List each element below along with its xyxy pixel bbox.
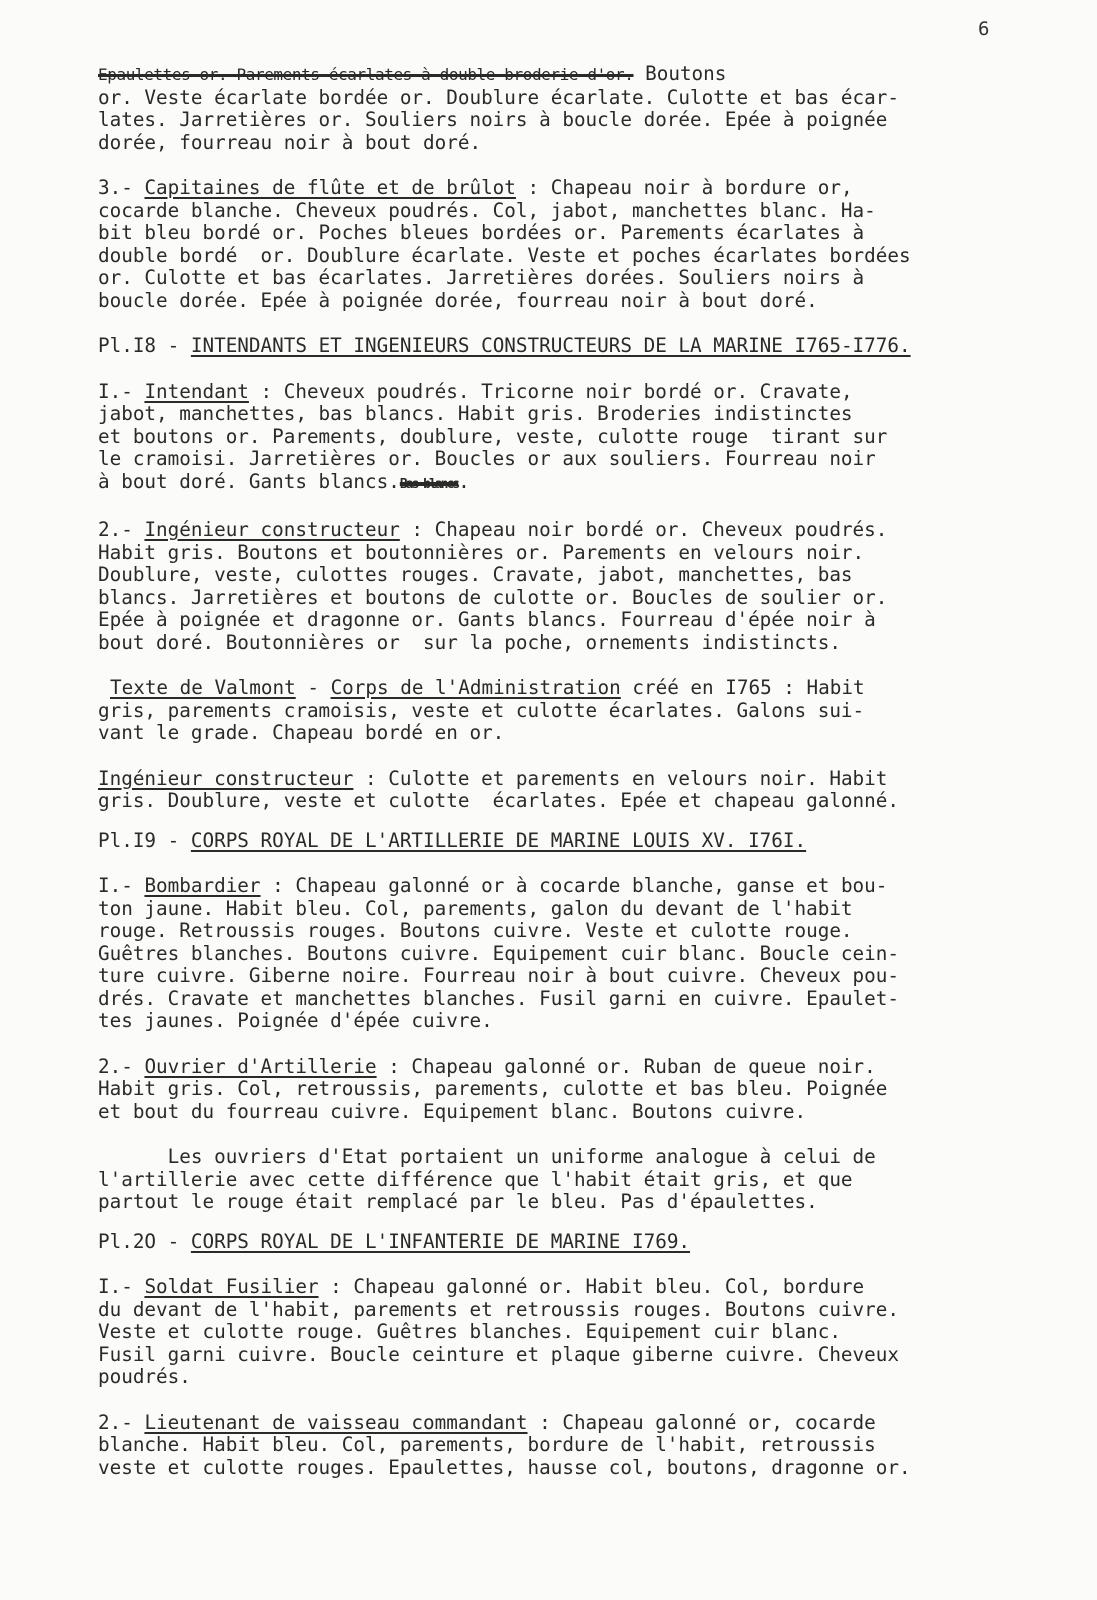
plate-heading-18: Pl.I8 - INTENDANTS ET INGENIEURS CONSTRUCTEURS DE LA MARINE I765-I776. [98,334,911,357]
entry-title: Soldat Fusilier [144,1275,319,1298]
entry-soldat-fusilier: I.- Soldat Fusilier : Chapeau galonné or. Habit bleu. Col, bordure du devant de l'habit, parements et retroussis rouges. Boutons cuivre. Veste et culotte rouge. Guêtres blanches. Equipement cuir blanc. Fusil garni cuivre. Boucle ceinture et plaque giberne cuivre. Cheveux poudrés. [98,1275,899,1388]
entry-title: Ouvrier d'Artillerie [144,1054,377,1078]
document-body [98,63,1083,1479]
entry-ingenieur-constructeur: 2.- Ingénieur constructeur : Chapeau noir bordé or. Cheveux poudrés. Habit gris. Boutons et boutonnières or. Parements en velours noir. Doublure, veste, culottes rouges. Cravate, jabot, manchettes, bas blancs. Jarretières et boutons de culotte or. Boucles de soulier or. Epée à poignée et dragonne or. Gants blancs. Fourreau d'épée noir à bout doré. Boutonnières or sur la poche, ornements indistincts. [98,518,888,654]
note-paragraph: Les ouvriers d'Etat portaient un uniforme analogue à celui de l'artillerie avec cette différence que l'habit était gris, et que partout le rouge était remplacé par le bleu. Pas d'épaulettes. [98,1145,876,1213]
entry-title: Ingénieur constructeur [98,766,354,790]
plate-title: CORPS ROYAL DE L'ARTILLERIE DE MARINE LOUIS XV. I76I. [190,828,807,852]
plate-heading-20: Pl.2O - CORPS ROYAL DE L'INFANTERIE DE MARINE I769. [98,1229,691,1253]
entry-bombardier: I.- Bombardier : Chapeau galonné or à cocarde blanche, ganse et bou- ton jaune. Habit bleu. Col, parements, galon du devant de l'habit rouge. Retroussis rouges. Boutons cuivre. Veste et culotte rouge. Guêtres blanches. Boutons cuivre. Equipement cuir blanc. Boucle cein- ture cuivre. Giberne noire. Fourreau noir à bout cuivre. Cheveux pou- drés. Cravate et manchettes blanches. Fusil garni en cuivre. Epaulet- tes jaunes. Poignée d'épée cuivre. [98,874,899,1032]
entry-texte-valmont: Texte de Valmont - Corps de l'Administration créé en I765 : Habit gris, parements cramoisis, veste et culotte écarlates. Galons sui- vant le grade. Chapeau bordé en or. [98,676,865,744]
entry-title: Texte de Valmont [110,676,296,699]
plate-title: CORPS ROYAL DE L'INFANTERIE DE MARINE I769. [190,1229,691,1253]
crossed-out-text: Epaulettes or. Parements écarlates à double broderie d'or. [98,65,634,84]
entry-intendant: I.- Intendant : Cheveux poudrés. Tricorne noir bordé or. Cravate, jabot, manchettes, bas blancs. Habit gris. Broderies indistinctes et boutons or. Parements, doublure, veste, culotte rouge tirant sur le cramoisi. Jarretières or. Boucles or aux souliers. Fourreau noir à bout doré. Gants blancs.Bas blancs. [98,381,1083,497]
entry-capitaines: 3.- Capitaines de flûte et de brûlot : Chapeau noir à bordure or, cocarde blanche. Cheveux poudrés. Col, jabot, manchettes blanc. Ha- bit bleu bordé or. Poches bleues bordées or. Parements écarlates à double bordé or. Doublure écarlate. Veste et poches écarlates bordées or. Culotte et bas écarlates. Jarretières dorées. Souliers noirs à boucle dorée. Epée à poignée dorée, fourreau noir à bout doré. [98,176,911,312]
plate-heading-19: Pl.I9 - CORPS ROYAL DE L'ARTILLERIE DE MARINE LOUIS XV. I76I. [98,828,807,852]
entry-lieutenant-vaisseau: 2.- Lieutenant de vaisseau commandant : Chapeau galonné or, cocarde blanche. Habit bleu. Col, parements, bordure de l'habit, retroussis veste et culotte rouges. Epaulettes, hausse col, boutons, dragonne or. [98,1410,911,1479]
plate-title: INTENDANTS ET INGENIEURS CONSTRUCTEURS DE LA MARINE I765-I776. [190,334,911,357]
paragraph-continued: Epaulettes or. Parements écarlates à double broderie d'or. Boutons or. Veste écarlate bordée or. Doublure écarlate. Culotte et bas écar- lates. Jarretières or. Souliers noirs à boucle dorée. Epée à poignée dorée, fourreau noir à bout doré. [98,62,899,154]
entry-title: Lieutenant de vaisseau commandant [144,1410,528,1434]
entry-title: Capitaines de flûte et de brûlot [144,176,516,199]
entry-title: Intendant [144,379,249,403]
entry-subtitle: Corps de l'Administration [330,676,621,699]
crossed-out-text: Bas blancs [399,476,459,492]
entry-ingenieur-valmont: Ingénieur constructeur : Culotte et parements en velours noir. Habit gris. Doublure, veste et culotte écarlates. Epée et chapeau galonné. [98,766,899,812]
entry-title: Ingénieur constructeur [144,518,400,541]
entry-title: Bombardier [144,874,261,897]
page-number: 6 [978,18,990,40]
entry-ouvrier-artillerie: 2.- Ouvrier d'Artillerie : Chapeau galonné or. Ruban de queue noir. Habit gris. Col, retroussis, parements, culotte et bas bleu. Poignée et bout du fourreau cuivre. Equipement blanc. Boutons cuivre. [98,1054,888,1123]
